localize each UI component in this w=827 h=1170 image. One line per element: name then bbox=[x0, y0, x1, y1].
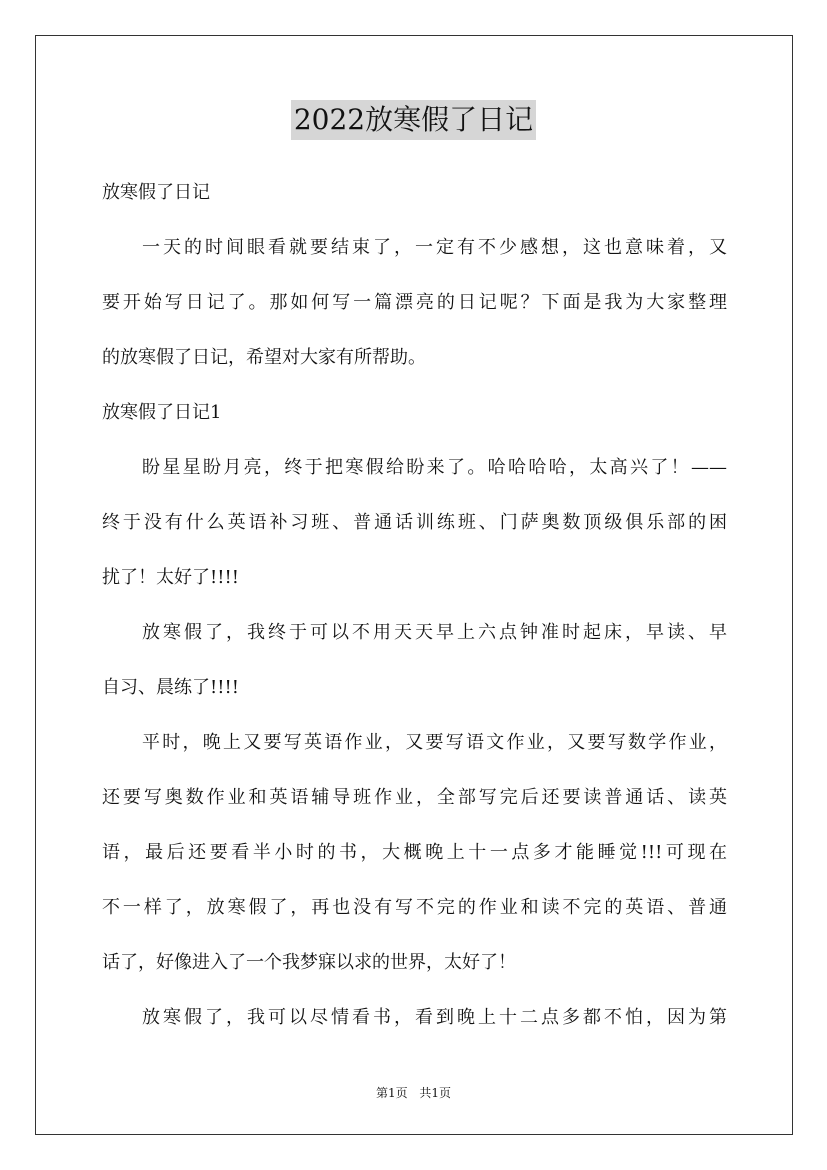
paragraph-line: 放寒假了，我可以尽情看书，看到晚上十二点多都不怕，因为第 bbox=[142, 1007, 727, 1028]
document-body bbox=[102, 174, 727, 1037]
page-footer bbox=[0, 1084, 827, 1101]
paragraph-line: 不一样了，放寒假了，再也没有写不完的作业和读不完的英语、普通 bbox=[102, 897, 727, 918]
paragraph-line: 自习、晨练了!!!! bbox=[102, 677, 239, 698]
document-title bbox=[0, 100, 827, 140]
page-total: 共1页 bbox=[419, 1086, 452, 1100]
paragraph-line: 一天的时间眼看就要结束了，一定有不少感想，这也意味着，又 bbox=[142, 237, 727, 258]
page-number: 第1页 bbox=[375, 1086, 408, 1100]
paragraph-line: 语，最后还要看半小时的书，大概晚上十一点多才能睡觉!!!可现在 bbox=[102, 842, 727, 863]
paragraph-line: 还要写奥数作业和英语辅导班作业，全部写完后还要读普通话、读英 bbox=[102, 787, 727, 808]
paragraph-line: 盼星星盼月亮，终于把寒假给盼来了。哈哈哈哈，太高兴了！—— bbox=[142, 457, 727, 478]
document-title-text: 2022放寒假了日记 bbox=[291, 100, 536, 140]
paragraph-line: 终于没有什么英语补习班、普通话训练班、门萨奥数顶级俱乐部的困 bbox=[102, 512, 727, 533]
paragraph-line: 话了，好像进入了一个我梦寐以求的世界，太好了！ bbox=[102, 952, 516, 973]
section-heading: 放寒假了日记 bbox=[102, 182, 210, 203]
section-heading: 放寒假了日记1 bbox=[102, 402, 222, 423]
paragraph-line: 的放寒假了日记，希望对大家有所帮助。 bbox=[102, 347, 426, 368]
paragraph-line: 扰了！太好了!!!! bbox=[102, 567, 239, 588]
paragraph-line: 要开始写日记了。那如何写一篇漂亮的日记呢？下面是我为大家整理 bbox=[102, 292, 727, 313]
paragraph-line: 平时，晚上又要写英语作业，又要写语文作业，又要写数学作业， bbox=[142, 732, 727, 753]
paragraph-line: 放寒假了，我终于可以不用天天早上六点钟准时起床，早读、早 bbox=[142, 622, 727, 643]
